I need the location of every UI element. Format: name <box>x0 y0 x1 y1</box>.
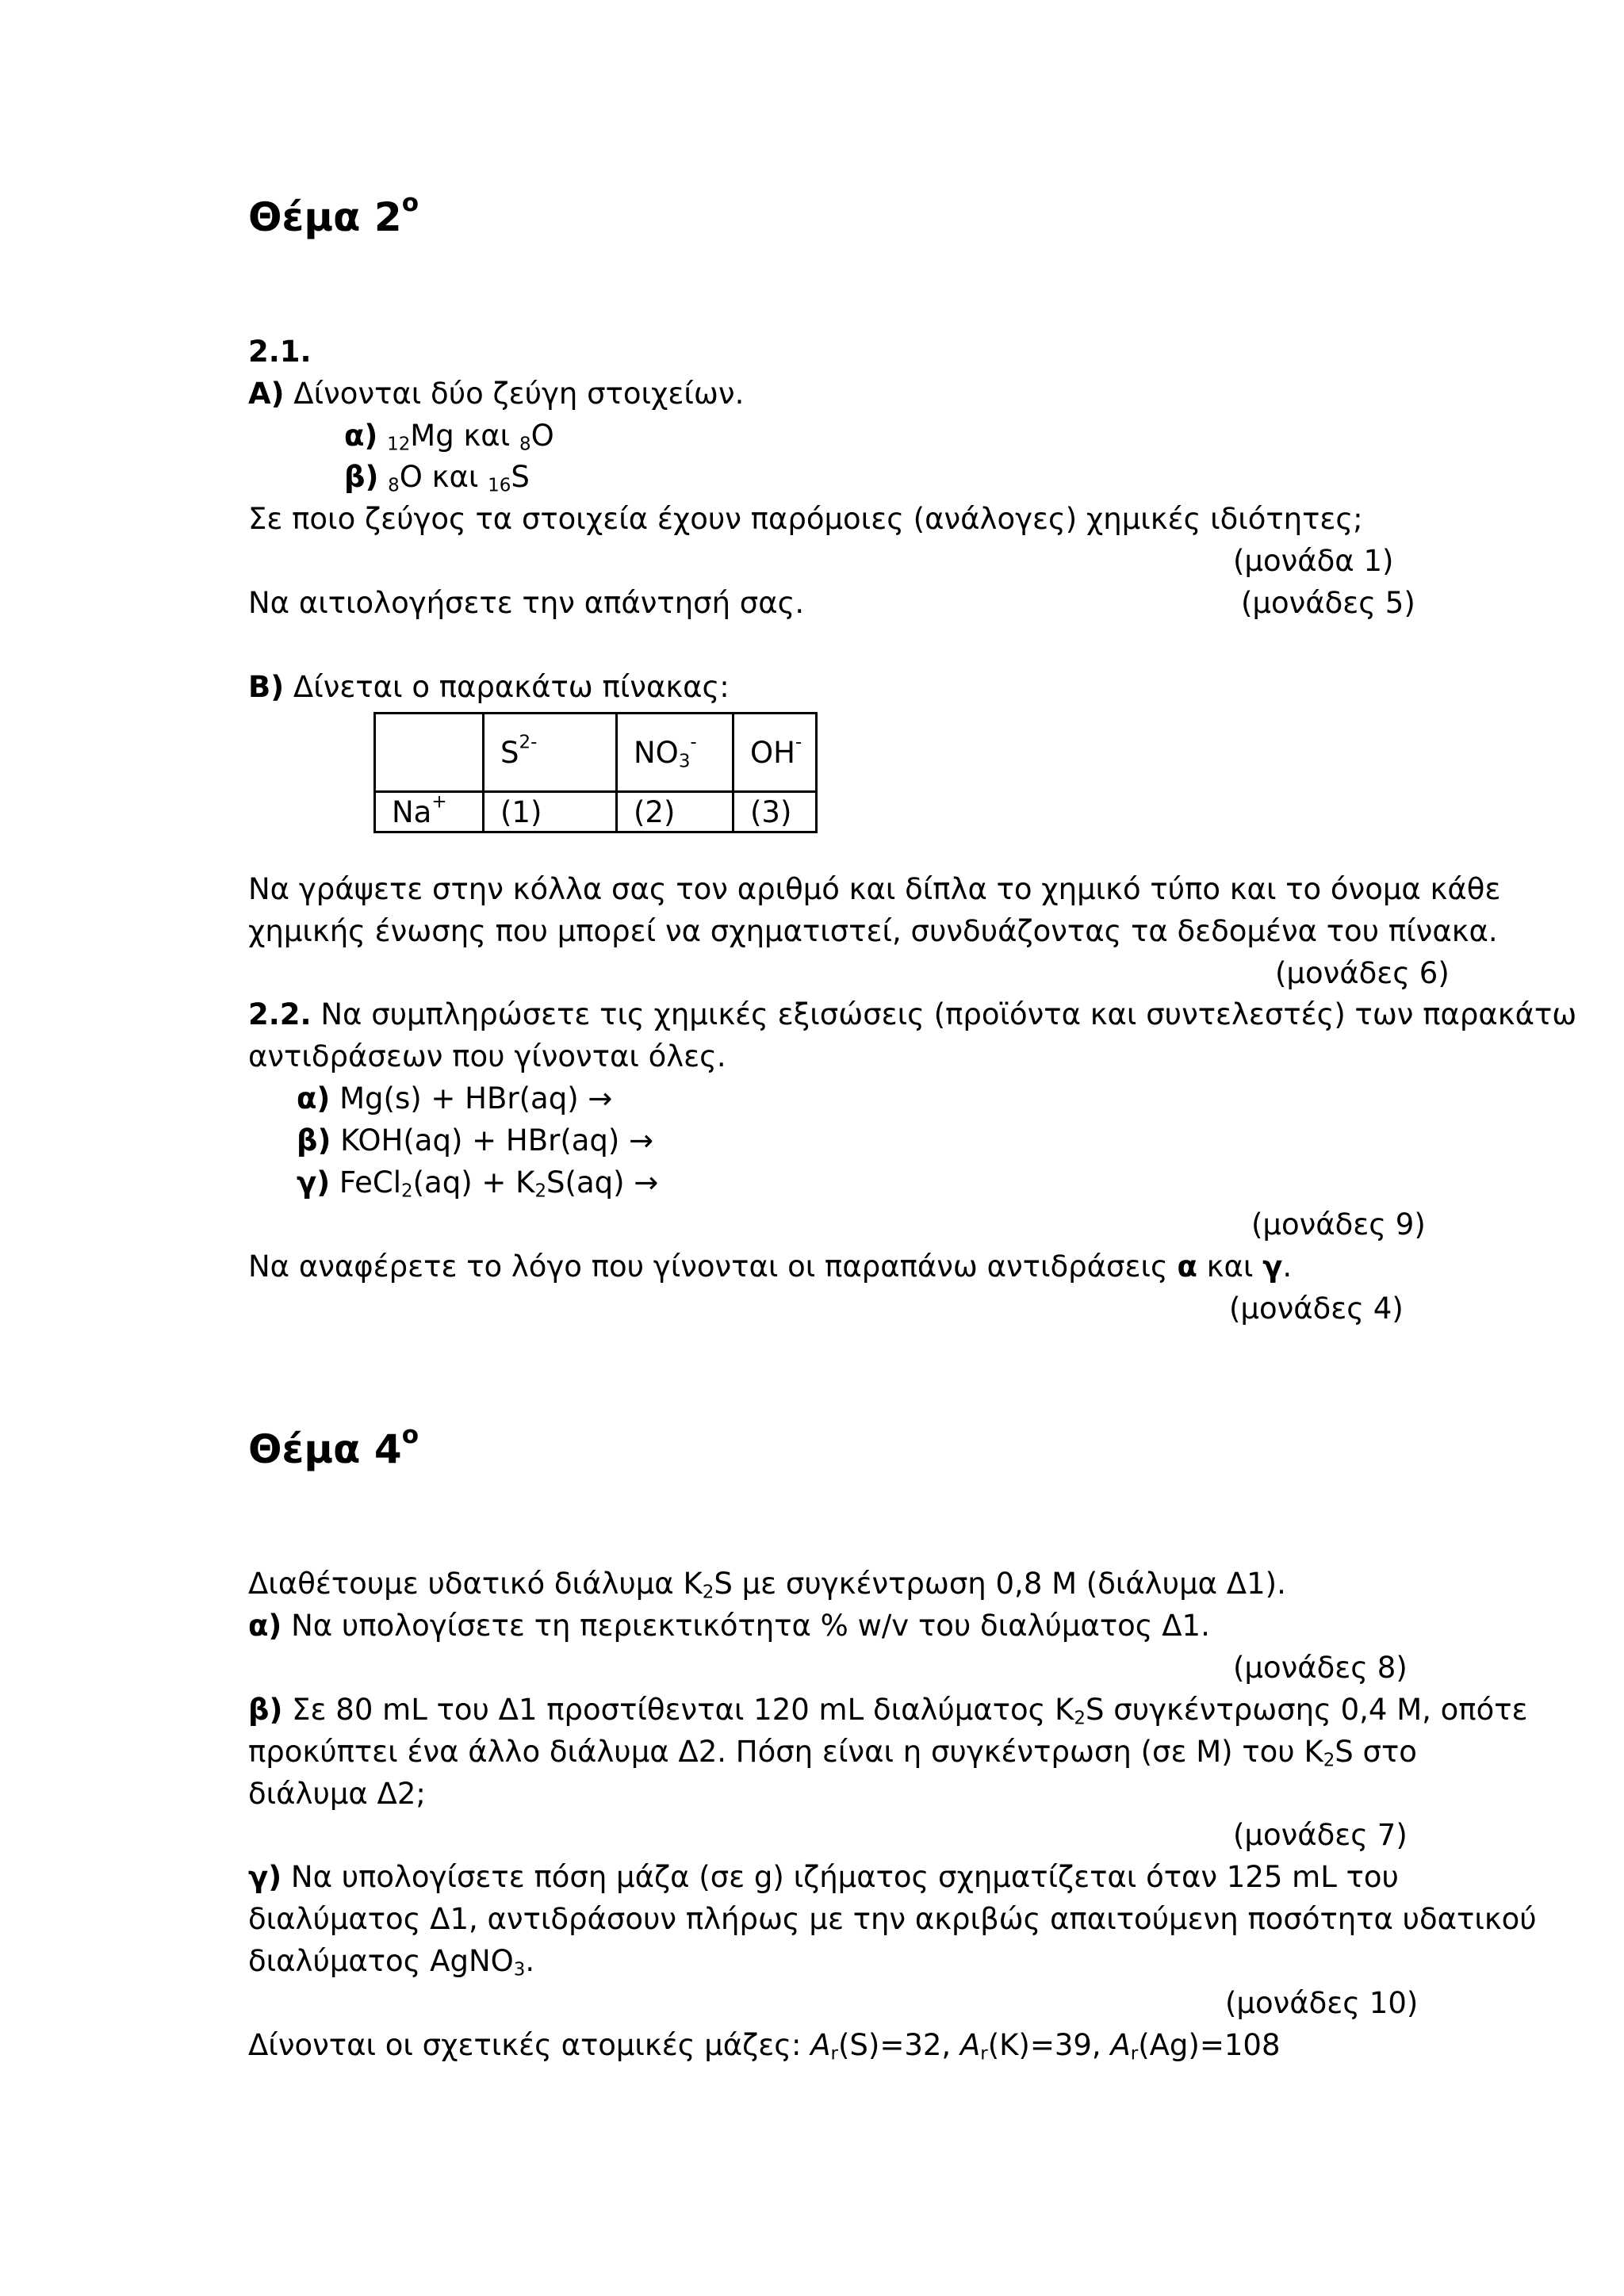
part-B-line: Β) Δίνεται ο παρακάτω πίνακας: <box>248 670 730 704</box>
table-cell: (2) <box>617 792 733 832</box>
points-8: (μονάδες 8) <box>1233 1651 1408 1685</box>
write-line-2: χημικής ένωσης που μπορεί να σχηματιστεί, συνδυάζοντας τα δεδομένα του πίνακα. <box>248 914 1498 948</box>
question-pairs: Σε ποιο ζεύγος τα στοιχεία έχουν παρόμοιες (ανάλογες) χημικές ιδιότητες; <box>248 502 1363 536</box>
theme4-b-label: β) <box>248 1693 283 1727</box>
theme2-title-sup: ο <box>401 189 419 218</box>
reaction-b-label: β) <box>297 1123 331 1158</box>
atomic-masses-line: Δίνονται οι σχετικές ατομικές μάζες: $A_r(S)=32$, $A_r(K)=39$, $A_r(Ag)=108$ <box>248 2028 1281 2064</box>
theme4-title-sup: ο <box>401 1421 419 1450</box>
q22-label: 2.2. <box>248 997 312 1031</box>
points-7: (μονάδες 7) <box>1233 1818 1408 1852</box>
theme4-b-line-1: β) Σε 80 mL του Δ1 προστίθενται 120 mL διαλύματος $K_2S$ συγκέντρωσης 0,4 M, οπότε <box>248 1693 1528 1729</box>
points-10: (μονάδες 10) <box>1225 1986 1419 2020</box>
q22-line-2: αντιδράσεων που γίνονται όλες. <box>248 1039 726 1073</box>
points-1: (μονάδα 1) <box>1233 544 1394 578</box>
theme4-c-line-1: γ) Να υπολογίσετε πόση μάζα (σε g) ιζήματος σχηματίζεται όταν 125 mL του <box>248 1860 1399 1894</box>
anion-sulfide: $S^{2-}$ <box>484 714 617 792</box>
theme4-b-line-2: προκύπτει ένα άλλο διάλυμα Δ2. Πόση είναι η συγκέντρωση (σε M) του $K_2S$ στο <box>248 1735 1417 1771</box>
points-9: (μονάδες 9) <box>1251 1207 1426 1242</box>
reaction-c: γ) FeCl$_2$(aq) + $K_2S(aq)$ → <box>297 1165 659 1202</box>
anion-nitrate: $NO_3^-$ <box>617 714 733 792</box>
theme4-c-line-3: διαλύματος AgNO$_3$. <box>248 1944 535 1980</box>
ions-header-row <box>375 714 817 792</box>
reaction-a-label: α) <box>297 1081 331 1115</box>
theme4-a-label: α) <box>248 1609 282 1643</box>
theme4-title: Θέμα $4^o$ <box>248 1421 419 1472</box>
theme4-c-label: γ) <box>248 1860 282 1894</box>
cation-sodium: Na+ <box>375 792 484 832</box>
theme4-b-line-3: διάλυμα Δ2; <box>248 1777 426 1811</box>
theme4-a-line: α) Να υπολογίσετε τη περιεκτικότητα % w/v του διαλύματος Δ1. <box>248 1609 1210 1643</box>
ions-table <box>373 712 818 833</box>
part-B-label: Β) <box>248 670 285 704</box>
ions-corner-cell <box>375 714 484 792</box>
part-A-label: Α) <box>248 377 285 411</box>
points-6: (μονάδες 6) <box>1275 956 1450 990</box>
reason-line: Να αναφέρετε το λόγο που γίνονται οι παραπάνω αντιδράσεις α και γ. <box>248 1249 1293 1284</box>
q22-line-1: 2.2. Να συμπληρώσετε τις χημικές εξισώσεις (προϊόντα και συντελεστές) των παρακάτω <box>248 997 1577 1031</box>
theme4-c-line-2: διαλύματος Δ1, αντιδράσουν πλήρως με την ακριβώς απαιτούμενη ποσότητα υδατικού <box>248 1902 1537 1936</box>
reaction-a: α) Mg(s) + HBr(aq) → <box>297 1081 613 1115</box>
reaction-c-label: γ) <box>297 1165 331 1200</box>
anion-hydroxide: OH- <box>733 714 817 792</box>
part-A-line: Α) Δίνονται δύο ζεύγη στοιχείων. <box>248 377 745 411</box>
pair-b-line: β) $_8$O και $_{16}$S <box>344 460 530 496</box>
pair-a-label: α) <box>344 419 378 453</box>
ions-sodium-row <box>375 792 817 832</box>
q21-label: 2.1. <box>248 335 312 369</box>
justify-text: Να αιτιολογήσετε την απάντησή σας. <box>248 586 805 620</box>
theme2-title: Θέμα $2^o$ <box>248 189 419 240</box>
table-cell: (3) <box>733 792 817 832</box>
points-5: (μονάδες 5) <box>1241 586 1415 620</box>
write-line-1: Να γράψετε στην κόλλα σας τον αριθμό και δίπλα το χημικό τύπο και το όνομα κάθε <box>248 872 1501 906</box>
points-4: (μονάδες 4) <box>1229 1292 1404 1326</box>
table-cell: (1) <box>484 792 617 832</box>
pair-a-line: α) $_{12}$Mg και $_8$O <box>344 419 554 455</box>
theme4-intro: Διαθέτουμε υδατικό διάλυμα $K_2S$ με συγκέντρωση 0,8 M (διάλυμα Δ1). <box>248 1567 1286 1603</box>
pair-b-label: β) <box>344 460 379 494</box>
reaction-b: β) KOH(aq) + HBr(aq) → <box>297 1123 654 1158</box>
